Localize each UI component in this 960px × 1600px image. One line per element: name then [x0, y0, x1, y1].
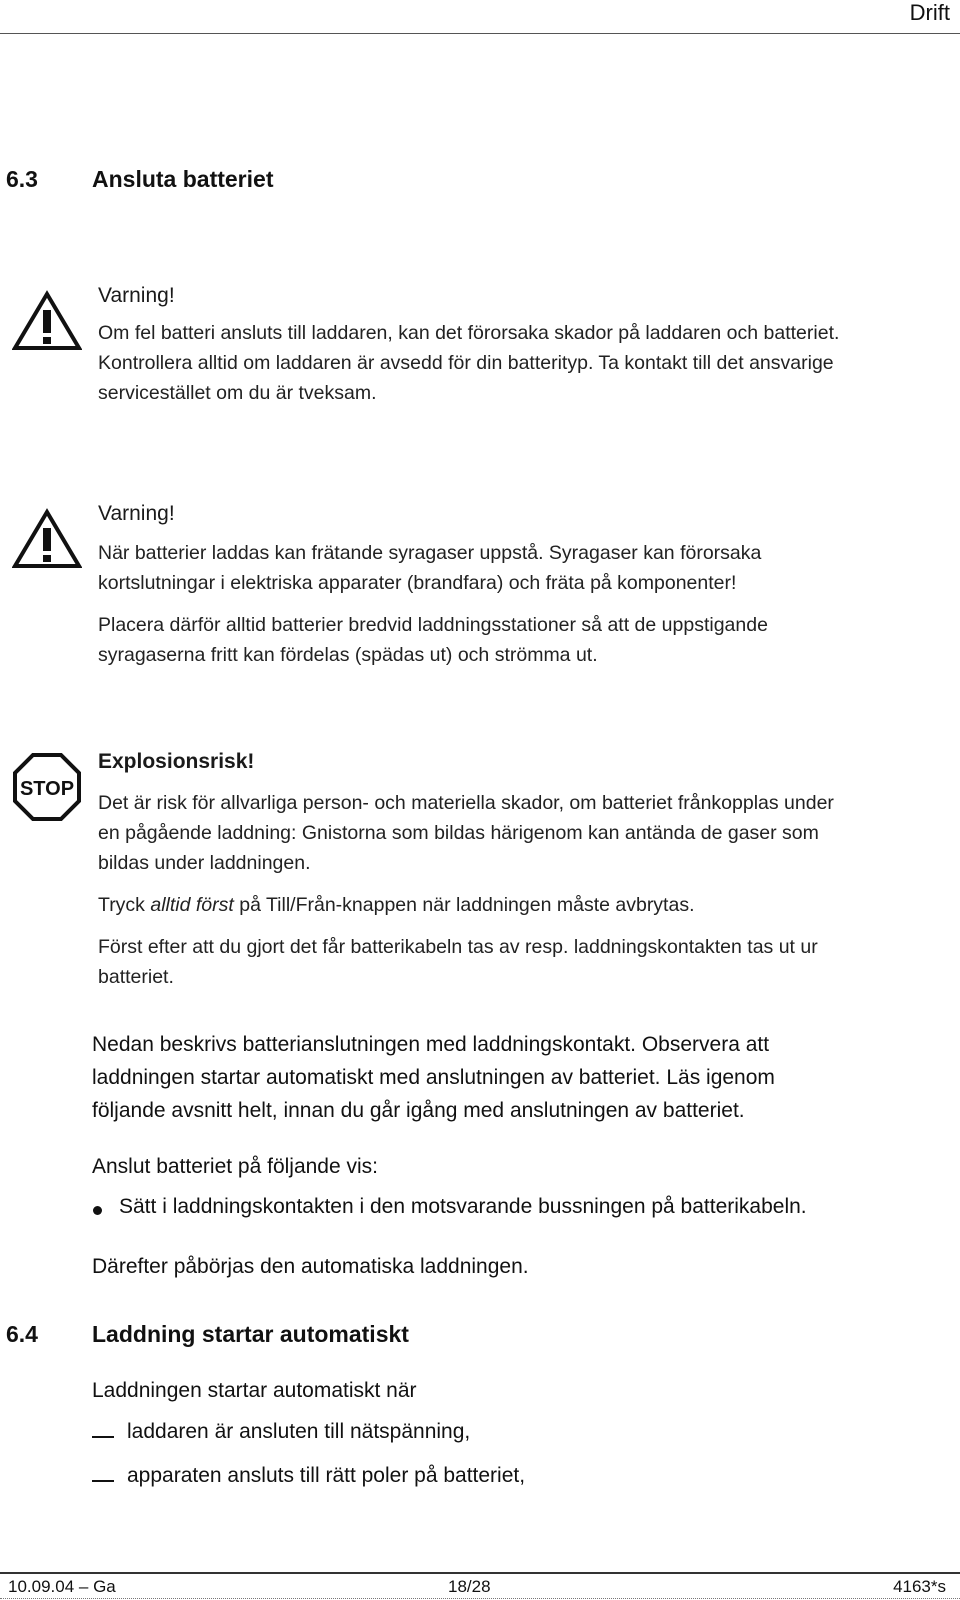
text-line: [98, 890, 948, 920]
text-line: batteriet.: [98, 966, 174, 988]
text-run: Tryck: [98, 894, 151, 916]
text-line: Kontrollera alltid om laddaren är avsedd för din batterityp. Ta kontakt till det ansvarige: [98, 352, 834, 374]
danger-text: [98, 788, 948, 992]
section-title: Ansluta batteriet: [92, 166, 274, 192]
footer-dotted-line: [0, 1598, 960, 1599]
text-line: följande avsnitt helt, innan du går igång med anslutningen av batteriet.: [92, 1099, 745, 1122]
footer-divider: [0, 1572, 960, 1574]
text-line: bildas under laddningen.: [98, 852, 311, 874]
text-run: på Till/Från-knappen när laddningen måste avbrytas.: [233, 894, 695, 916]
dash-bullet: [92, 1436, 114, 1438]
warning-heading: Varning!: [98, 284, 175, 307]
warning-triangle-icon: [12, 508, 82, 575]
text-line: en pågående laddning: Gnistorna som bildas härigenom kan antända de gaser som: [98, 822, 819, 844]
text-line: Placera därför alltid batterier bredvid laddningsstationer så att de uppstigande: [98, 614, 768, 636]
warning-triangle-icon: [12, 290, 82, 357]
header-divider: [0, 33, 960, 34]
warning-text: [98, 538, 948, 670]
section-number: 6.3: [6, 166, 38, 192]
text-line: Om fel batteri ansluts till laddaren, kan det förorsaka skador på laddaren och batteriet.: [98, 322, 840, 344]
text-line: Nedan beskrivs batterianslutningen med laddningskontakt. Observera att: [92, 1033, 770, 1056]
text-line: syragaserna fritt kan fördelas (spädas ut) och strömma ut.: [98, 644, 598, 666]
text-line: servicestället om du är tveksam.: [98, 382, 377, 404]
bullet-item: Sätt i laddningskontakten i den motsvarande bussningen på batterikabeln.: [119, 1195, 807, 1218]
body-paragraph: Laddningen startar automatiskt när: [92, 1379, 417, 1402]
text-line: laddningen startar automatiskt med anslutningen av batteriet. Läs igenom: [92, 1066, 775, 1089]
stop-sign-icon: [12, 752, 82, 827]
dash-list-item: laddaren är ansluten till nätspänning,: [127, 1420, 471, 1443]
section-title: Laddning startar automatiskt: [92, 1321, 409, 1347]
document-code: 4163*s: [893, 1577, 946, 1596]
danger-heading: Explosionsrisk!: [98, 750, 255, 773]
dash-bullet: [92, 1480, 114, 1482]
section-number: 6.4: [6, 1321, 38, 1347]
body-paragraph: Därefter påbörjas den automatiska laddningen.: [92, 1255, 529, 1278]
warning-text: [98, 318, 948, 408]
page-header-title: Drift: [909, 0, 950, 25]
stop-sign-text: STOP: [19, 778, 75, 800]
dash-list-item: apparaten ansluts till rätt poler på batteriet,: [127, 1464, 526, 1487]
text-line: Först efter att du gjort det får batterikabeln tas av resp. laddningskontakten tas ut ur: [98, 936, 818, 958]
warning-heading: Varning!: [98, 502, 175, 525]
text-line: kortslutningar i elektriska apparater (brandfara) och fräta på komponenter!: [98, 572, 737, 594]
text-line: När batterier laddas kan frätande syragaser uppstå. Syragaser kan förorsaka: [98, 542, 762, 564]
footer-date: 10.09.04 – Ga: [8, 1577, 116, 1596]
text-line: Det är risk för allvarliga person- och materiella skador, om batteriet frånkopplas under: [98, 792, 834, 814]
page-number: 18/28: [448, 1577, 491, 1596]
bullet-dot: [93, 1206, 102, 1215]
body-paragraph: Anslut batteriet på följande vis:: [92, 1155, 379, 1178]
body-paragraph: [92, 1028, 942, 1127]
emphasis-text: alltid först: [150, 894, 234, 916]
